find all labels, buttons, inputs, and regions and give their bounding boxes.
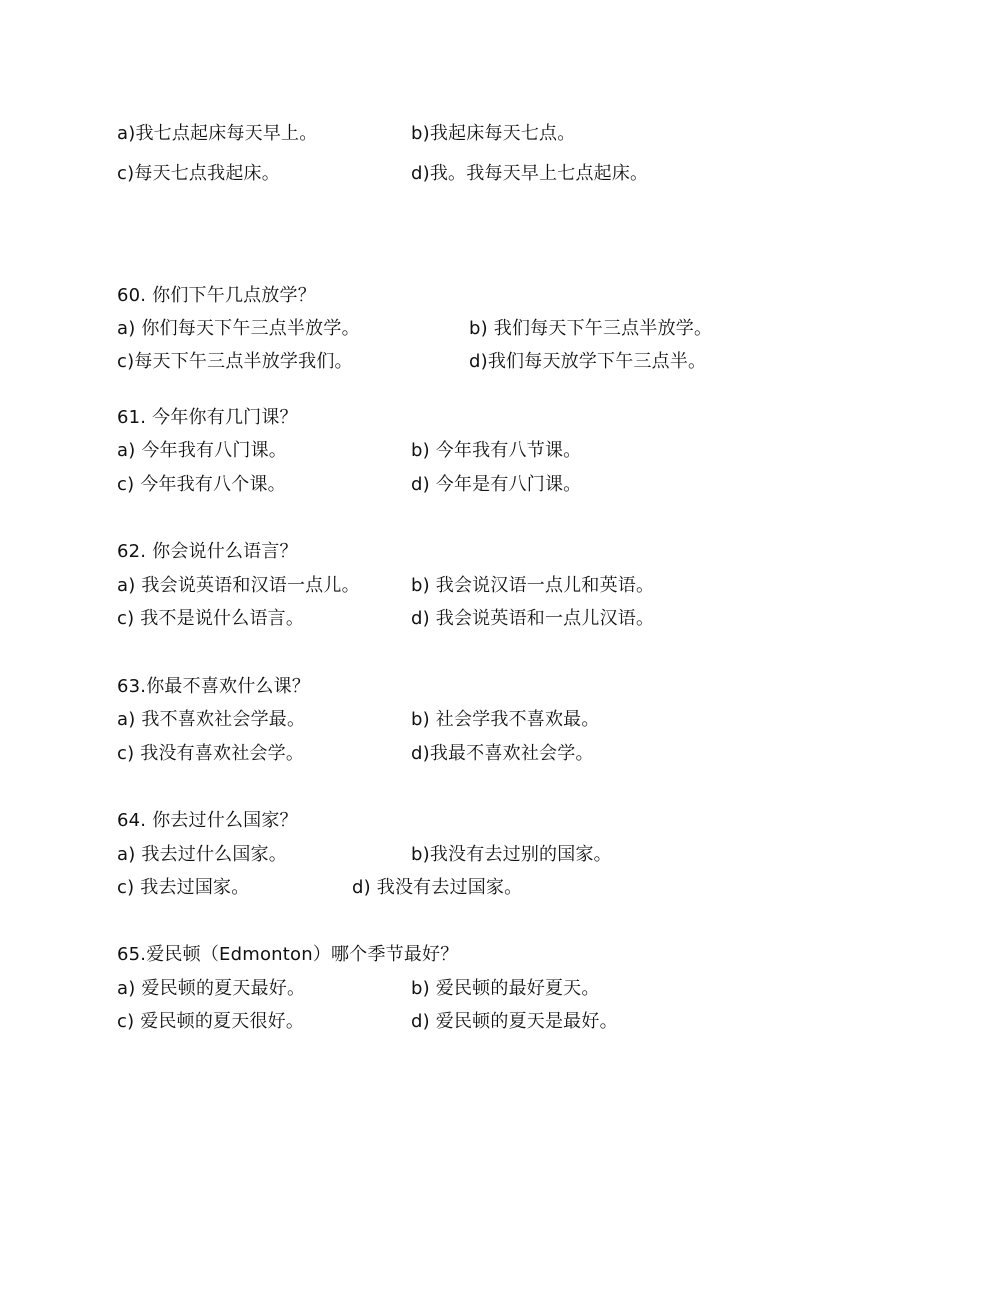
q64-option-d: d) 我没有去过国家。 xyxy=(352,877,523,898)
q61-option-c: c) 今年我有八个课。 xyxy=(117,474,286,495)
q64-option-a: a) 我去过什么国家。 xyxy=(117,844,287,865)
q63-option-d: d)我最不喜欢社会学。 xyxy=(411,743,594,764)
q60-option-c: c)每天下午三点半放学我们。 xyxy=(117,351,353,372)
q63-option-c: c) 我没有喜欢社会学。 xyxy=(117,743,305,764)
q62-option-d: d) 我会说英语和一点儿汉语。 xyxy=(411,608,655,629)
q65-option-b: b) 爱民顿的最好夏天。 xyxy=(411,978,600,999)
q64-question: 64. 你去过什么国家？ xyxy=(117,810,298,831)
q65-option-c: c) 爱民顿的夏天很好。 xyxy=(117,1011,305,1032)
q59-option-d: d)我。我每天早上七点起床。 xyxy=(411,163,649,184)
q65-question: 65.爱民顿（Edmonton）哪个季节最好？ xyxy=(117,944,459,965)
q63-option-a: a) 我不喜欢社会学最。 xyxy=(117,709,306,730)
q60-option-b: b) 我们每天下午三点半放学。 xyxy=(469,318,713,339)
q64-option-b: b)我没有去过别的国家。 xyxy=(411,844,612,865)
q65-option-a: a) 爱民顿的夏天最好。 xyxy=(117,978,306,999)
q63-question: 63.你最不喜欢什么课？ xyxy=(117,676,311,697)
q61-option-d: d) 今年是有八门课。 xyxy=(411,474,582,495)
q60-option-d: d)我们每天放学下午三点半。 xyxy=(469,351,707,372)
q62-question: 62. 你会说什么语言？ xyxy=(117,541,298,562)
q62-option-c: c) 我不是说什么语言。 xyxy=(117,608,305,629)
q59-option-b: b)我起床每天七点。 xyxy=(411,123,576,144)
q63-option-b: b) 社会学我不喜欢最。 xyxy=(411,709,600,730)
q60-option-a: a) 你们每天下午三点半放学。 xyxy=(117,318,360,339)
q59-option-c: c)每天七点我起床。 xyxy=(117,163,280,184)
q62-option-b: b) 我会说汉语一点儿和英语。 xyxy=(411,575,655,596)
q60-question: 60. 你们下午几点放学？ xyxy=(117,285,316,306)
q61-option-a: a) 今年我有八门课。 xyxy=(117,440,287,461)
q59-option-a: a)我七点起床每天早上。 xyxy=(117,123,318,144)
q61-option-b: b) 今年我有八节课。 xyxy=(411,440,582,461)
q65-option-d: d) 爱民顿的夏天是最好。 xyxy=(411,1011,618,1032)
q62-option-a: a) 我会说英语和汉语一点儿。 xyxy=(117,575,360,596)
q64-option-c: c) 我去过国家。 xyxy=(117,877,250,898)
q61-question: 61. 今年你有几门课？ xyxy=(117,407,298,428)
